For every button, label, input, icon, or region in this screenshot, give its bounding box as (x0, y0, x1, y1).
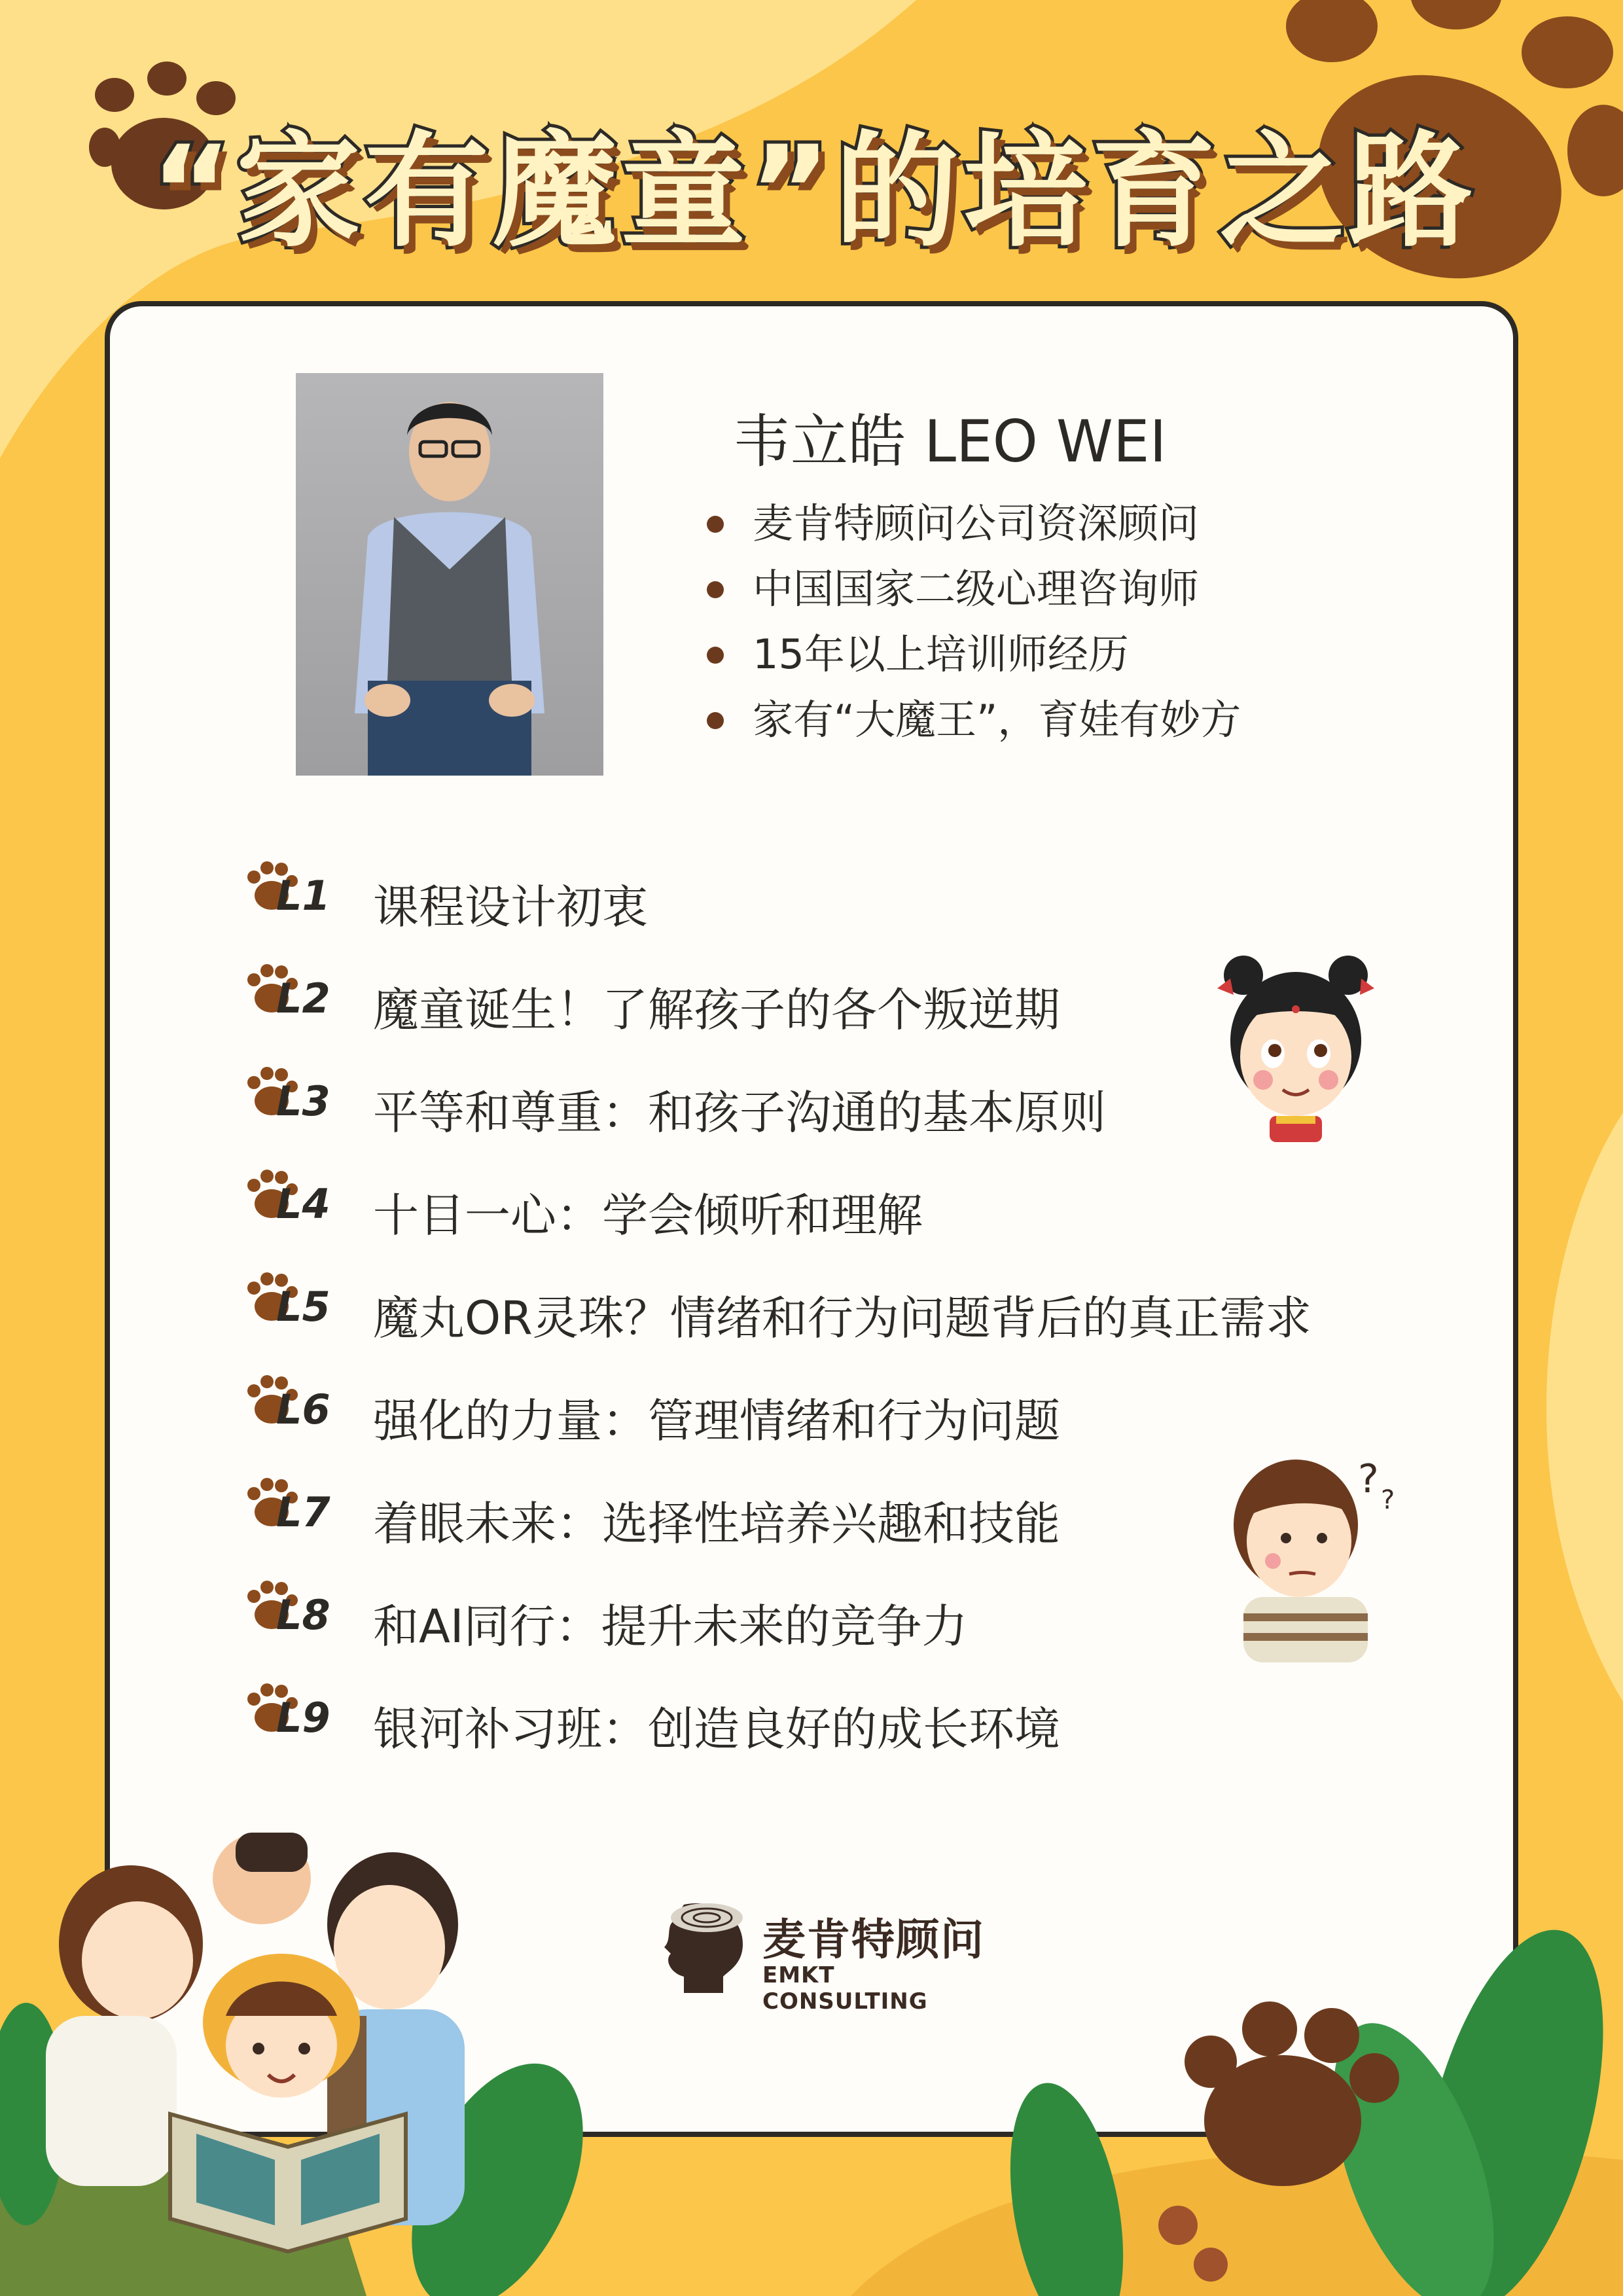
logo-english-text: EMKT CONSULTING (762, 1962, 928, 2015)
lesson-title: 着眼未来：选择性培养兴趣和技能 (373, 1497, 1060, 1551)
cartoon-boy-illustration (1224, 1453, 1407, 1662)
company-logo (645, 1892, 998, 2015)
lesson-code: L1 (276, 872, 330, 920)
lesson-code: L4 (276, 1180, 330, 1228)
lesson-title: 和AI同行：提升未来的竞争力 (373, 1600, 968, 1653)
lesson-code: L5 (276, 1283, 330, 1331)
bio-item: 15年以上培训师经历 (707, 622, 1241, 687)
lesson-code: L9 (276, 1694, 330, 1742)
lesson-code: L8 (276, 1591, 330, 1639)
lesson-title: 十目一心：学会倾听和理解 (373, 1189, 923, 1242)
lesson-title: 银河补习班：创造良好的成长环境 (373, 1702, 1060, 1756)
profile-name: 韦立皓 LEO WEI (733, 408, 1167, 475)
lesson-title: 平等和尊重：和孩子沟通的基本原则 (373, 1086, 1106, 1139)
lesson-code: L6 (276, 1386, 330, 1433)
family-illustration (0, 1820, 589, 2296)
lesson-code: L7 (276, 1488, 330, 1536)
bio-item: 家有“大魔王”，育娃有妙方 (707, 687, 1241, 753)
svg-text:?: ? (1381, 1485, 1395, 1515)
bio-item: 中国国家二级心理咨询师 (707, 556, 1241, 622)
svg-text:?: ? (1358, 1456, 1379, 1502)
logo-chinese-text: 麦肯特顾问 (762, 1914, 985, 1965)
head-stump-icon (645, 1892, 749, 1996)
profile-bio-list (707, 491, 1241, 753)
lesson-title: 魔童诞生！了解孩子的各个叛逆期 (373, 983, 1060, 1037)
cartoon-girl-illustration (1204, 949, 1387, 1145)
bio-item: 麦肯特顾问公司资深顾问 (707, 491, 1241, 556)
profile-photo (296, 373, 603, 776)
lesson-code: L2 (276, 975, 330, 1022)
lesson-title: 魔丸OR灵珠？情绪和行为问题背后的真正需求 (373, 1291, 1311, 1345)
page-title: “家有魔童”的培育之路 (151, 119, 1476, 264)
lesson-code: L3 (276, 1077, 330, 1125)
lesson-title: 课程设计初衷 (373, 880, 648, 934)
leaves-paw-decoration (969, 1872, 1623, 2296)
lesson-title: 强化的力量：管理情绪和行为问题 (373, 1394, 1060, 1448)
